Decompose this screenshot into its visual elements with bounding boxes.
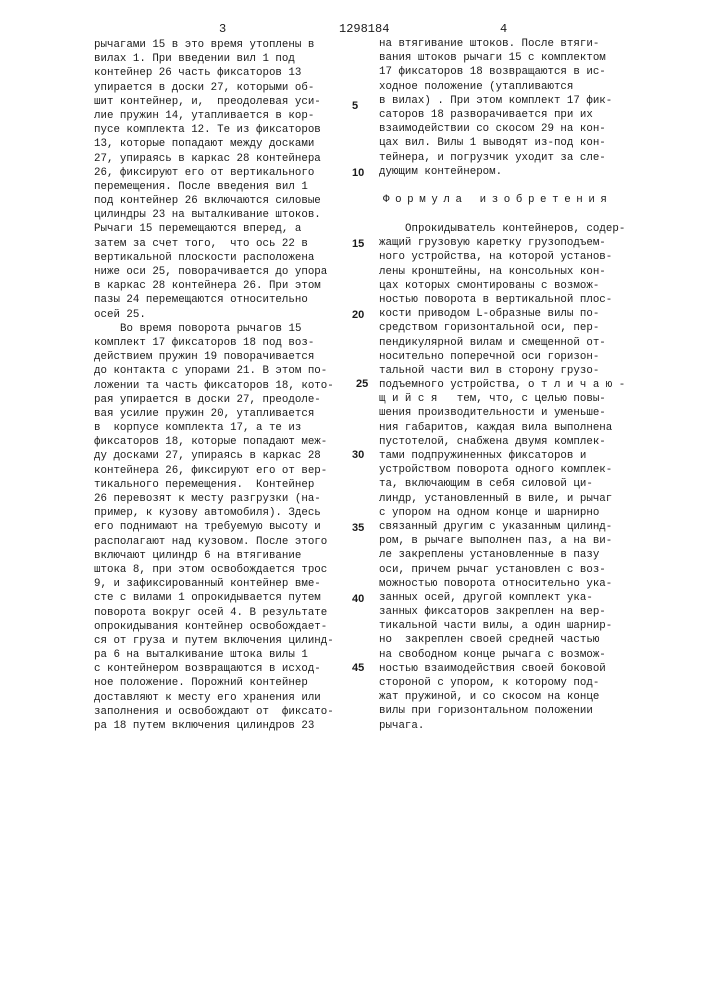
- text-line: на втягивание штоков. После втяги-: [379, 37, 612, 51]
- text-line: цах которых смонтированы с возмож-: [379, 279, 625, 293]
- line-number: 10: [352, 166, 364, 180]
- text-line: лие пружин 14, утапливается в кор-: [94, 109, 334, 123]
- text-line: 9, и зафиксированный контейнер вме-: [94, 577, 334, 591]
- text-line: тикальной части вилы, а один шарнир-: [379, 619, 625, 633]
- line-number: 40: [352, 592, 364, 606]
- text-line: кости приводом L-образные вилы по-: [379, 307, 625, 321]
- text-line: ся от груза и путем включения цилинд-: [94, 634, 334, 648]
- text-line: контейнер 26 часть фиксаторов 13: [94, 66, 334, 80]
- text-line: ложении та часть фиксаторов 18, кото-: [94, 379, 334, 393]
- text-line: на свободном конце рычага с возмож-: [379, 648, 625, 662]
- text-line: шения производительности и уменьше-: [379, 406, 625, 420]
- text-line: Рычаги 15 перемещаются вперед, а: [94, 222, 334, 236]
- page-number-left: 3: [219, 22, 226, 36]
- text-line: щ и й с я тем, что, с целью повы-: [379, 392, 625, 406]
- text-line: пендикулярной вилам и смещенной от-: [379, 336, 625, 350]
- text-line: шит контейнер, и, преодолевая уси-: [94, 95, 334, 109]
- text-line: ле закреплены установленные в пазу: [379, 548, 625, 562]
- line-number: 45: [352, 661, 364, 675]
- text-line: можностью поворота относительно ука-: [379, 577, 625, 591]
- text-line: тейнера, и погрузчик уходит за сле-: [379, 151, 612, 165]
- claims-text: [379, 222, 625, 733]
- text-line: тами подпружиненных фиксаторов и: [379, 449, 625, 463]
- text-line: но закреплен своей средней частью: [379, 633, 625, 647]
- text-line: вания штоков рычаги 15 с комплектом: [379, 51, 612, 65]
- text-line: саторов 18 разворачивается при их: [379, 108, 612, 122]
- text-line: тальной части вил в сторону грузо-: [379, 364, 625, 378]
- text-line: опрокидывания контейнер освобождает-: [94, 620, 334, 634]
- text-line: 17 фиксаторов 18 возвращаются в ис-: [379, 65, 612, 79]
- text-line: комплект 17 фиксаторов 18 под воз-: [94, 336, 334, 350]
- text-line: рая упирается в доски 27, преодоле-: [94, 393, 334, 407]
- text-line: рычагами 15 в это время утоплены в: [94, 38, 334, 52]
- text-line: ного устройства, на которой установ-: [379, 250, 625, 264]
- text-line: осей 25.: [94, 308, 334, 322]
- text-line: жащий грузовую каретку грузоподъем-: [379, 236, 625, 250]
- text-line: действием пружин 19 поворачивается: [94, 350, 334, 364]
- patent-number: 1298184: [339, 22, 389, 36]
- text-line: ностью взаимодействия своей боковой: [379, 662, 625, 676]
- text-line: 26, фиксируют его от вертикального: [94, 166, 334, 180]
- text-line: 27, упираясь в каркас 28 контейнера: [94, 152, 334, 166]
- text-line: заполнения и освобождают от фиксато-: [94, 705, 334, 719]
- text-line: жат пружиной, и со скосом на конце: [379, 690, 625, 704]
- text-line: ниже оси 25, поворачивается до упора: [94, 265, 334, 279]
- text-line: доставляют к месту его хранения или: [94, 691, 334, 705]
- text-line: под контейнер 26 включаются силовые: [94, 194, 334, 208]
- text-line: устройством поворота одного комплек-: [379, 463, 625, 477]
- text-line: 26 перевозят к месту разгрузки (на-: [94, 492, 334, 506]
- left-text-column: [94, 38, 334, 733]
- text-line: с контейнером возвращаются в исход-: [94, 662, 334, 676]
- text-line: взаимодействии со скосом 29 на кон-: [379, 122, 612, 136]
- text-line: в каркас 28 контейнера 26. При этом: [94, 279, 334, 293]
- text-line: лены кронштейны, на консольных кон-: [379, 265, 625, 279]
- text-line: ния габаритов, каждая вила выполнена: [379, 421, 625, 435]
- text-line: сте с вилами 1 опрокидывается путем: [94, 591, 334, 605]
- text-line: связанный другим с указанным цилинд-: [379, 520, 625, 534]
- text-line: фиксаторов 18, которые попадают меж-: [94, 435, 334, 449]
- text-line: вертикальной плоскости расположена: [94, 251, 334, 265]
- text-line: тикального перемещения. Контейнер: [94, 478, 334, 492]
- text-line: включают цилиндр 6 на втягивание: [94, 549, 334, 563]
- text-line: Во время поворота рычагов 15: [94, 322, 334, 336]
- text-line: пустотелой, снабжена двумя комплек-: [379, 435, 625, 449]
- text-line: дующим контейнером.: [379, 165, 612, 179]
- text-line: подъемного устройства, о т л и ч а ю -: [379, 378, 625, 392]
- text-line: занных осей, другой комплект ука-: [379, 591, 625, 605]
- text-line: оси, причем рычаг установлен с воз-: [379, 563, 625, 577]
- text-line: цах вил. Вилы 1 выводят из-под кон-: [379, 136, 612, 150]
- text-line: ностью поворота в вертикальной плос-: [379, 293, 625, 307]
- text-line: его поднимают на требуемую высоту и: [94, 520, 334, 534]
- text-line: ра 6 на выталкивание штока вилы 1: [94, 648, 334, 662]
- text-line: располагают над кузовом. После этого: [94, 535, 334, 549]
- text-line: контейнера 26, фиксируют его от вер-: [94, 464, 334, 478]
- text-line: до контакта с упорами 21. В этом по-: [94, 364, 334, 378]
- line-number: 35: [352, 521, 364, 535]
- text-line: пусе комплекта 12. Те из фиксаторов: [94, 123, 334, 137]
- text-line: стороной с упором, к которому под-: [379, 676, 625, 690]
- text-line: ду досками 27, упираясь в каркас 28: [94, 449, 334, 463]
- text-line: ром, в рычаге выполнен паз, а на ви-: [379, 534, 625, 548]
- right-text-column: [379, 37, 612, 179]
- text-line: линдр, установленный в виле, и рычаг: [379, 492, 625, 506]
- text-line: ное положение. Порожний контейнер: [94, 676, 334, 690]
- text-line: пазы 24 перемещаются относительно: [94, 293, 334, 307]
- line-number: 5: [352, 99, 358, 113]
- line-number: 25: [356, 377, 368, 391]
- text-line: вая усилие пружин 20, утапливается: [94, 407, 334, 421]
- text-line: ра 18 путем включения цилиндров 23: [94, 719, 334, 733]
- text-line: перемещения. После введения вил 1: [94, 180, 334, 194]
- text-line: в корпусе комплекта 17, а те из: [94, 421, 334, 435]
- claims-heading: Формула изобретения: [383, 193, 613, 207]
- line-number: 20: [352, 308, 364, 322]
- text-line: штока 8, при этом освобождается трос: [94, 563, 334, 577]
- line-number: 15: [352, 237, 364, 251]
- text-line: упирается в доски 27, которыми об-: [94, 81, 334, 95]
- text-line: рычага.: [379, 719, 625, 733]
- text-line: средством горизонтальной оси, пер-: [379, 321, 625, 335]
- line-number: 30: [352, 448, 364, 462]
- text-line: Опрокидыватель контейнеров, содер-: [379, 222, 625, 236]
- text-line: в вилах) . При этом комплект 17 фик-: [379, 94, 612, 108]
- text-line: та, включающим в себя силовой ци-: [379, 477, 625, 491]
- text-line: затем за счет того, что ось 22 в: [94, 237, 334, 251]
- text-line: 13, которые попадают между досками: [94, 137, 334, 151]
- text-line: занных фиксаторов закреплен на вер-: [379, 605, 625, 619]
- text-line: вилы при горизонтальном положении: [379, 704, 625, 718]
- text-line: носительно поперечной оси горизон-: [379, 350, 625, 364]
- page-number-right: 4: [500, 22, 507, 36]
- text-line: с упором на одном конце и шарнирно: [379, 506, 625, 520]
- text-line: ходное положение (утапливаются: [379, 80, 612, 94]
- text-line: пример, к кузову автомобиля). Здесь: [94, 506, 334, 520]
- text-line: поворота вокруг осей 4. В результате: [94, 606, 334, 620]
- text-line: цилиндры 23 на выталкивание штоков.: [94, 208, 334, 222]
- text-line: вилах 1. При введении вил 1 под: [94, 52, 334, 66]
